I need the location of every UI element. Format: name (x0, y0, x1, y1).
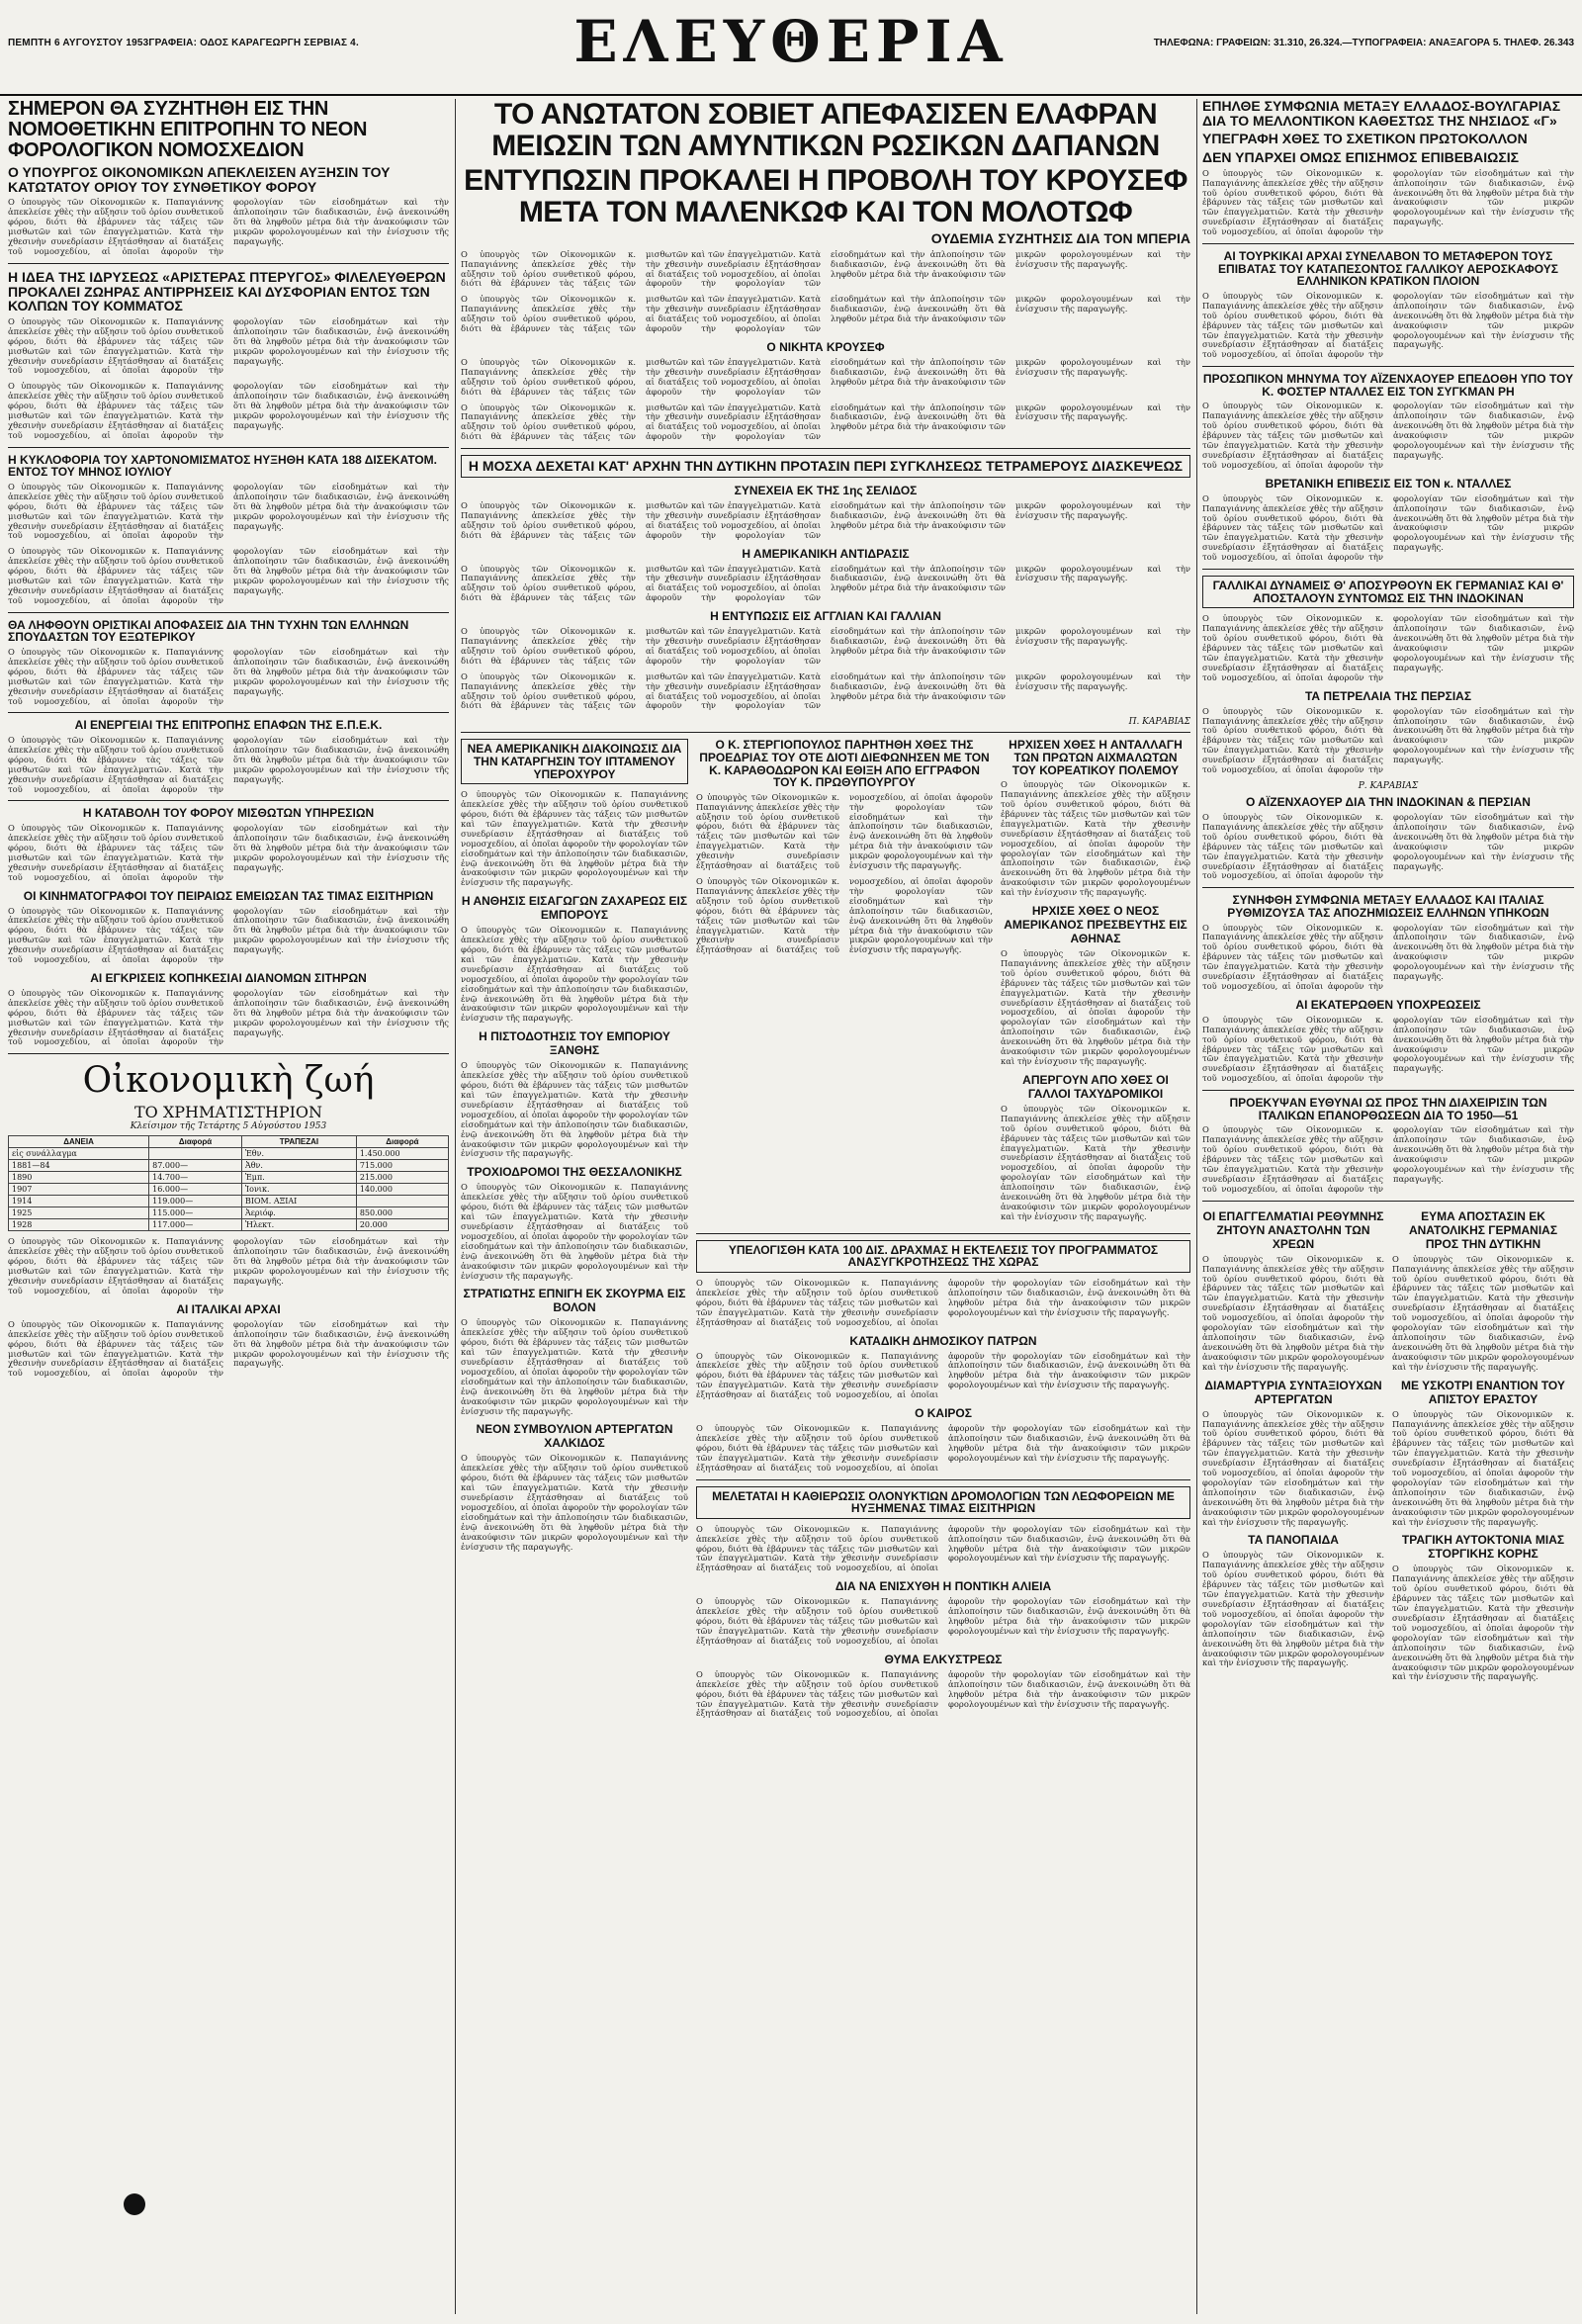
article-body: Ο ὑπουργὸς τῶν Οἰκονομικῶν κ. Παπαγιάννης ἀπεκλείσε χθὲς τὴν αὔξησιν τοῦ ὀρίου συνθετικοῦ φόρου, διότι θὰ ἐβάρυνεν τὰς τάξεις τῶν μισθωτῶν καὶ τῶν ἐπαγγελματιῶν. Κατὰ τὴν χθεσινὴν συνεδρίασιν ἐξητάσθησαν αἱ διατάξεις τοῦ νομοσχεδίου, αἱ ὁποῖαι ἀφοροῦν τὴν φορολογίαν τῶν εἰσοδημάτων καὶ τὴν ἀπλοποίησιν τῶν διαδικασιῶν, ἐνῷ ἀνεκοινώθη ὅτι θὰ ληφθοῦν μέτρα διὰ τὴν ἀνακούφισιν τῶν μικρῶν φορολογουμένων καὶ τὴν ἐνίσχυσιν τῆς παραγωγῆς. (8, 197, 449, 256)
byline: Π. ΚΑΡΑΒΙΑΣ (1128, 717, 1190, 728)
article-body: Ο ὑπουργὸς τῶν Οἰκονομικῶν κ. Παπαγιάννης ἀπεκλείσε χθὲς τὴν αὔξησιν τοῦ ὀρίου συνθετικοῦ φόρου, διότι θὰ ἐβάρυνεν τὰς τάξεις τῶν μισθωτῶν καὶ τῶν ἐπαγγελματιῶν. Κατὰ τὴν χθεσινὴν συνεδρίασιν ἐξητάσθησαν αἱ διατάξεις τοῦ νομοσχεδίου, αἱ ὁποῖαι ἀφοροῦν τὴν φορολογίαν τῶν εἰσοδημάτων καὶ τὴν ἀπλοποίησιν τῶν διαδικασιῶν, ἐνῷ ἀνεκοινώθη ὅτι θὰ ληφθοῦν μέτρα διὰ τὴν ἀνακούφισιν τῶν μικρῶν φορολογουμένων καὶ τὴν ἐνίσχυσιν τῆς παραγωγῆς. (8, 823, 449, 882)
subheadline: ΔΙΑ ΝΑ ΕΝΙΣΧΥΘΗ Η ΠΟΝΤΙΚΗ ΑΛΙΕΙΑ (835, 1579, 1052, 1594)
article-body: Ο ὑπουργὸς τῶν Οἰκονομικῶν κ. Παπαγιάννης ἀπεκλείσε χθὲς τὴν αὔξησιν τοῦ ὀρίου συνθετικοῦ φόρου, διότι θὰ ἐβάρυνεν τὰς τάξεις τῶν μισθωτῶν καὶ τῶν ἐπαγγελματιῶν. Κατὰ τὴν χθεσινὴν συνεδρίασιν ἐξητάσθησαν αἱ διατάξεις τοῦ νομοσχεδίου, αἱ ὁποῖαι ἀφοροῦν τὴν φορολογίαν τῶν εἰσοδημάτων καὶ τὴν ἀπλοποίησιν τῶν διαδικασιῶν, ἐνῷ ἀνεκοινώθη ὅτι θὰ ληφθοῦν μέτρα διὰ τὴν ἀνακούφισιν τῶν μικρῶν φορολογουμένων καὶ τὴν ἐνίσχυσιν τῆς παραγωγῆς. (696, 1350, 1190, 1400)
column-divider (455, 99, 456, 2314)
subheadline: ΔΕΝ ΥΠΑΡΧΕΙ ΟΜΩΣ ΕΠΙΣΗΜΟΣ ΕΠΙΒΕΒΑΙΩΣΙΣ (1202, 149, 1520, 166)
headline: ΣΥΝΗΦΘΗ ΣΥΜΦΩΝΙΑ ΜΕΤΑΞΥ ΕΛΛΑΔΟΣ ΚΑΙ ΙΤΑΛΙΑΣ ΡΥΘΜΙΖΟΥΣΑ ΤΑΣ ΑΠΟΖΗΜΙΩΣΕΙΣ ΕΛΛΗΝΩΝ ΥΠΗΚΟΩΝ (1227, 893, 1549, 920)
article-body: Ο ὑπουργὸς τῶν Οἰκονομικῶν κ. Παπαγιάννης ἀπεκλείσε χθὲς τὴν αὔξησιν τοῦ ὀρίου συνθετικοῦ φόρου, διότι θὰ ἐβάρυνεν τὰς τάξεις τῶν μισθωτῶν καὶ τῶν ἐπαγγελματιῶν. Κατὰ τὴν χθεσινὴν συνεδρίασιν ἐξητάσθησαν αἱ διατάξεις τοῦ νομοσχεδίου, αἱ ὁποῖαι ἀφοροῦν τὴν φορολογίαν τῶν εἰσοδημάτων καὶ τὴν ἀπλοποίησιν τῶν διαδικασιῶν, ἐνῷ ἀνεκοινώθη ὅτι θὰ ληφθοῦν μέτρα διὰ τὴν ἀνακούφισιν τῶν μικρῶν φορολογουμένων καὶ τὴν ἐνίσχυσιν τῆς παραγωγῆς. (461, 626, 1190, 666)
article-body: Ο ὑπουργὸς τῶν Οἰκονομικῶν κ. Παπαγιάννης ἀπεκλείσε χθὲς τὴν αὔξησιν τοῦ ὀρίου συνθετικοῦ φόρου, διότι θὰ ἐβάρυνεν τὰς τάξεις τῶν μισθωτῶν καὶ τῶν ἐπαγγελματιῶν. Κατὰ τὴν χθεσινὴν συνεδρίασιν ἐξητάσθησαν αἱ διατάξεις τοῦ νομοσχεδίου, αἱ ὁποῖαι ἀφοροῦν τὴν φορολογίαν τῶν εἰσοδημάτων καὶ τὴν ἀπλοποίησιν τῶν διαδικασιῶν, ἐνῷ ἀνεκοινώθη ὅτι θὰ ληφθοῦν μέτρα διὰ τὴν ἀνακούφισιν τῶν μικρῶν φορολογουμένων καὶ τὴν ἐνίσχυσιν τῆς παραγωγῆς. (461, 294, 1190, 334)
headline: Η ΚΥΚΛΟΦΟΡΙΑ ΤΟΥ ΧΑΡΤΟΝΟΜΙΣΜΑΤΟΣ ΗΥΞΗΘΗ ΚΑΤΑ 188 ΔΙΣΕΚΑΤΟΜ. ΕΝΤΟΣ ΤΟΥ ΜΗΝΟΣ ΙΟΥΛΙΟΥ (8, 452, 437, 480)
article-body: Ο ὑπουργὸς τῶν Οἰκονομικῶν κ. Παπαγιάννης ἀπεκλείσε χθὲς τὴν αὔξησιν τοῦ ὀρίου συνθετικοῦ φόρου, διότι θὰ ἐβάρυνεν τὰς τάξεις τῶν μισθωτῶν καὶ τῶν ἐπαγγελματιῶν. Κατὰ τὴν χθεσινὴν συνεδρίασιν ἐξητάσθησαν αἱ διατάξεις τοῦ νομοσχεδίου, αἱ ὁποῖαι ἀφοροῦν τὴν φορολογίαν τῶν εἰσοδημάτων καὶ τὴν ἀπλοποίησιν τῶν διαδικασιῶν, ἐνῷ ἀνεκοινώθη ὅτι θὰ ληφθοῦν μέτρα διὰ τὴν ἀνακούφισιν τῶν μικρῶν φορολογουμένων καὶ τὴν ἐνίσχυσιν τῆς παραγωγῆς. (461, 1182, 688, 1281)
subheadline: ΑΙ ΕΓΚΡΙΣΕΙΣ ΚΟΠΗΚΕΣΙΑΙ ΔΙΑΝΟΜΩΝ ΣΙΤΗΡΩΝ (90, 970, 367, 985)
headline: ΕΠΗΛΘΕ ΣΥΜΦΩΝΙΑ ΜΕΤΑΞΥ ΕΛΛΑΔΟΣ-ΒΟΥΛΓΑΡΙΑΣ ΔΙΑ ΤΟ ΜΕΛΛΟΝΤΙΚΟΝ ΚΑΘΕΣΤΩΣ ΤΗΣ ΝΗΣΙΔΟΣ «Γ» (1202, 99, 1561, 129)
subheadline: ΤΡΑΓΙΚΗ ΑΥΤΟΚΤΟΝΙΑ ΜΙΑΣ ΣΤΟΡΓΙΚΗΣ ΚΟΡΗΣ (1401, 1533, 1565, 1562)
article-body: Ο ὑπουργὸς τῶν Οἰκονομικῶν κ. Παπαγιάννης ἀπεκλείσε χθὲς τὴν αὔξησιν τοῦ ὀρίου συνθετικοῦ φόρου, διότι θὰ ἐβάρυνεν τὰς τάξεις τῶν μισθωτῶν καὶ τῶν ἐπαγγελματιῶν. Κατὰ τὴν χθεσινὴν συνεδρίασιν ἐξητάσθησαν αἱ διατάξεις τοῦ νομοσχεδίου, αἱ ὁποῖαι ἀφοροῦν τὴν φορολογίαν τῶν εἰσοδημάτων καὶ τὴν ἀπλοποίησιν τῶν διαδικασιῶν, ἐνῷ ἀνεκοινώθη ὅτι θὰ ληφθοῦν μέτρα διὰ τὴν ἀνακούφισιν τῶν μικρῶν φορολογουμένων καὶ τὴν ἐνίσχυσιν τῆς παραγωγῆς. (696, 1523, 1190, 1573)
article-body: Ο ὑπουργὸς τῶν Οἰκονομικῶν κ. Παπαγιάννης ἀπεκλείσε χθὲς τὴν αὔξησιν τοῦ ὀρίου συνθετικοῦ φόρου, διότι θὰ ἐβάρυνεν τὰς τάξεις τῶν μισθωτῶν καὶ τῶν ἐπαγγελματιῶν. Κατὰ τὴν χθεσινὴν συνεδρίασιν ἐξητάσθησαν αἱ διατάξεις τοῦ νομοσχεδίου, αἱ ὁποῖαι ἀφοροῦν τὴν φορολογίαν τῶν εἰσοδημάτων καὶ τὴν ἀπλοποίησιν τῶν διαδικασιῶν, ἐνῷ ἀνεκοινώθη ὅτι θὰ ληφθοῦν μέτρα διὰ τὴν ἀνακούφισιν τῶν μικρῶν φορολογουμένων καὶ τὴν ἐνίσχυσιν τῆς παραγωγῆς. (8, 481, 449, 541)
table-row: 1907 16.000— Ἰονικ. 140.000 (9, 1184, 449, 1196)
article-body: Ο ὑπουργὸς τῶν Οἰκονομικῶν κ. Παπαγιάννης ἀπεκλείσε χθὲς τὴν αὔξησιν τοῦ ὀρίου συνθετικοῦ φόρου, διότι θὰ ἐβάρυνεν τὰς τάξεις τῶν μισθωτῶν καὶ τῶν ἐπαγγελματιῶν. Κατὰ τὴν χθεσινὴν συνεδρίασιν ἐξητάσθησαν αἱ διατάξεις τοῦ νομοσχεδίου, αἱ ὁποῖαι ἀφοροῦν τὴν φορολογίαν τῶν εἰσοδημάτων καὶ τὴν ἀπλοποίησιν τῶν διαδικασιῶν, ἐνῷ ἀνεκοινώθη ὅτι θὰ ληφθοῦν μέτρα διὰ τὴν ἀνακούφισιν τῶν μικρῶν φορολογουμένων καὶ τὴν ἐνίσχυσιν τῆς παραγωγῆς. (1202, 1550, 1384, 1668)
subheadline: ΚΑΤΑΔΙΚΗ ΔΗΜΟΣΙΚΟΥ ΠΑΤΡΩΝ (849, 1333, 1037, 1348)
article-body: Ο ὑπουργὸς τῶν Οἰκονομικῶν κ. Παπαγιάννης ἀπεκλείσε χθὲς τὴν αὔξησιν τοῦ ὀρίου συνθετικοῦ φόρου, διότι θὰ ἐβάρυνεν τὰς τάξεις τῶν μισθωτῶν καὶ τῶν ἐπαγγελματιῶν. Κατὰ τὴν χθεσινὴν συνεδρίασιν ἐξητάσθησαν αἱ διατάξεις τοῦ νομοσχεδίου, αἱ ὁποῖαι ἀφοροῦν τὴν φορολογίαν τῶν εἰσοδημάτων καὶ τὴν ἀπλοποίησιν τῶν διαδικασιῶν, ἐνῷ ἀνεκοινώθη ὅτι θὰ ληφθοῦν μέτρα διὰ τὴν ἀνακούφισιν τῶν μικρῶν φορολογουμένων καὶ τὴν ἐνίσχυσιν τῆς παραγωγῆς. (461, 1060, 688, 1159)
headline: ΣΗΜΕΡΟΝ ΘΑ ΣΥΖΗΤΗΘΗ ΕΙΣ ΤΗΝ ΝΟΜΟΘΕΤΙΚΗΝ ΕΠΙΤΡΟΠΗΝ ΤΟ ΝΕΟΝ ΦΟΡΟΛΟΓΙΚΟΝ ΝΟΜΟΣΧΕΔΙΟΝ (8, 99, 368, 161)
subheadline: ΣΤΡΑΤΙΩΤΗΣ ΕΠΝΙΓΗ ΕΚ ΣΚΟΥΡΜΑ ΕΙΣ ΒΟΛΟΝ (463, 1287, 686, 1315)
subheadline: Η ΠΙΣΤΟΔΟΤΗΣΙΣ ΤΟΥ ΕΜΠΟΡΙΟΥ ΞΑΝΘΗΣ (479, 1029, 670, 1058)
article-body: Ο ὑπουργὸς τῶν Οἰκονομικῶν κ. Παπαγιάννης ἀπεκλείσε χθὲς τὴν αὔξησιν τοῦ ὀρίου συνθετικοῦ φόρου, διότι θὰ ἐβάρυνεν τὰς τάξεις τῶν μισθωτῶν καὶ τῶν ἐπαγγελματιῶν. Κατὰ τὴν χθεσινὴν συνεδρίασιν ἐξητάσθησαν αἱ διατάξεις τοῦ νομοσχεδίου, αἱ ὁποῖαι ἀφοροῦν τὴν φορολογίαν τῶν εἰσοδημάτων καὶ τὴν ἀπλοποίησιν τῶν διαδικασιῶν, ἐνῷ ἀνεκοινώθη ὅτι θὰ ληφθοῦν μέτρα διὰ τὴν ἀνακούφισιν τῶν μικρῶν φορολογουμένων καὶ τὴν ἐνίσχυσιν τῆς παραγωγῆς. (461, 499, 1190, 540)
article-body: Ο ὑπουργὸς τῶν Οἰκονομικῶν κ. Παπαγιάννης ἀπεκλείσε χθὲς τὴν αὔξησιν τοῦ ὀρίου συνθετικοῦ φόρου, διότι θὰ ἐβάρυνεν τὰς τάξεις τῶν μισθωτῶν καὶ τῶν ἐπαγγελματιῶν. Κατὰ τὴν χθεσινὴν συνεδρίασιν ἐξητάσθησαν αἱ διατάξεις τοῦ νομοσχεδίου, αἱ ὁποῖαι ἀφοροῦν τὴν φορολογίαν τῶν εἰσοδημάτων καὶ τὴν ἀπλοποίησιν τῶν διαδικασιῶν, ἐνῷ ἀνεκοινώθη ὅτι θὰ ληφθοῦν μέτρα διὰ τὴν ἀνακούφισιν τῶν μικρῶν φορολογουμένων καὶ τὴν ἐνίσχυσιν τῆς παραγωγῆς. (696, 1596, 1190, 1646)
stock-table (8, 1135, 449, 1231)
table-row: 1914 119.000— ΒΙΟΜ. ΑΞΙΑΙ (9, 1196, 449, 1207)
headline: ΠΡΟΣΩΠΙΚΟΝ ΜΗΝΥΜΑ ΤΟΥ ΑΪΖΕΝΧΑΟΥΕΡ ΕΠΕΔΟΘΗ ΥΠΟ ΤΟΥ Κ. ΦΟΣΤΕΡ ΝΤΑΛΛΕΣ ΕΙΣ ΤΟΝ ΣΥΓΚΜΑΝ ΡΗ (1202, 372, 1574, 399)
subheadline: ΒΡΕΤΑΝΙΚΗ ΕΠΙΒΕΣΙΣ ΕΙΣ ΤΟΝ κ. ΝΤΑΛΛΕΣ (1265, 476, 1512, 491)
article-body: Ο ὑπουργὸς τῶν Οἰκονομικῶν κ. Παπαγιάννης ἀπεκλείσε χθὲς τὴν αὔξησιν τοῦ ὀρίου συνθετικοῦ φόρου, διότι θὰ ἐβάρυνεν τὰς τάξεις τῶν μισθωτῶν καὶ τῶν ἐπαγγελματιῶν. Κατὰ τὴν χθεσινὴν συνεδρίασιν ἐξητάσθησαν αἱ διατάξεις τοῦ νομοσχεδίου, αἱ ὁποῖαι ἀφοροῦν τὴν φορολογίαν τῶν εἰσοδημάτων καὶ τὴν ἀπλοποίησιν τῶν διαδικασιῶν, ἐνῷ ἀνεκοινώθη ὅτι θὰ ληφθοῦν μέτρα διὰ τὴν ἀνακούφισιν τῶν μικρῶν φορολογουμένων καὶ τὴν ἐνίσχυσιν τῆς παραγωγῆς. (1392, 1564, 1574, 1682)
table-header: Διαφορά (149, 1136, 242, 1148)
article-body: Ο ὑπουργὸς τῶν Οἰκονομικῶν κ. Παπαγιάννης ἀπεκλείσε χθὲς τὴν αὔξησιν τοῦ ὀρίου συνθετικοῦ φόρου, διότι θὰ ἐβάρυνεν τὰς τάξεις τῶν μισθωτῶν καὶ τῶν ἐπαγγελματιῶν. Κατὰ τὴν χθεσινὴν συνεδρίασιν ἐξητάσθησαν αἱ διατάξεις τοῦ νομοσχεδίου, αἱ ὁποῖαι ἀφοροῦν τὴν φορολογίαν τῶν εἰσοδημάτων καὶ τὴν ἀπλοποίησιν τῶν διαδικασιῶν, ἐνῷ ἀνεκοινώθη ὅτι θὰ ληφθοῦν μέτρα διὰ τὴν ἀνακούφισιν τῶν μικρῶν φορολογουμένων καὶ τὴν ἐνίσχυσιν τῆς παραγωγῆς. (8, 381, 449, 440)
headline: ΓΑΛΛΙΚΑΙ ΔΥΝΑΜΕΙΣ Θ' ΑΠΟΣΥΡΘΟΥΝ ΕΚ ΓΕΡΜΑΝΙΑΣ ΚΑΙ Θ' ΑΠΟΣΤΑΛΟΥΝ ΣΥΝΤΟΜΩΣ ΕΙΣ ΤΗΝ ΙΝΔΟΚΙΝΑΝ (1202, 576, 1574, 608)
banner-headline: Η ΜΟΣΧΑ ΔΕΧΕΤΑΙ ΚΑΤ' ΑΡΧΗΝ ΤΗΝ ΔΥΤΙΚΗΝ ΠΡΟΤΑΣΙΝ ΠΕΡΙ ΣΥΓΚΛΗΣΕΩΣ ΤΕΤΡΑΜΕΡΟΥΣ ΔΙΑΣΚΕΨΕΩΣ (461, 455, 1190, 478)
article-body: Ο ὑπουργὸς τῶν Οἰκονομικῶν κ. Παπαγιάννης ἀπεκλείσε χθὲς τὴν αὔξησιν τοῦ ὀρίου συνθετικοῦ φόρου, διότι θὰ ἐβάρυνεν τὰς τάξεις τῶν μισθωτῶν καὶ τῶν ἐπαγγελματιῶν. Κατὰ τὴν χθεσινὴν συνεδρίασιν ἐξητάσθησαν αἱ διατάξεις τοῦ νομοσχεδίου, αἱ ὁποῖαι ἀφοροῦν τὴν φορολογίαν τῶν εἰσοδημάτων καὶ τὴν ἀπλοποίησιν τῶν διαδικασιῶν, ἐνῷ ἀνεκοινώθη ὅτι θὰ ληφθοῦν μέτρα διὰ τὴν ἀνακούφισιν τῶν μικρῶν φορολογουμένων καὶ τὴν ἐνίσχυσιν τῆς παραγωγῆς. (1202, 290, 1574, 360)
subheadline: ΗΡΧΙΣΕ ΧΘΕΣ Ο ΝΕΟΣ ΑΜΕΡΙΚΑΝΟΣ ΠΡΕΣΒΕΥΤΗΣ ΕΙΣ ΑΘΗΝΑΣ (1004, 904, 1187, 946)
article-body: Ο ὑπουργὸς τῶν Οἰκονομικῶν κ. Παπαγιάννης ἀπεκλείσε χθὲς τὴν αὔξησιν τοῦ ὀρίου συνθετικοῦ φόρου, διότι θὰ ἐβάρυνεν τὰς τάξεις τῶν μισθωτῶν καὶ τῶν ἐπαγγελματιῶν. Κατὰ τὴν χθεσινὴν συνεδρίασιν ἐξητάσθησαν αἱ διατάξεις τοῦ νομοσχεδίου, αἱ ὁποῖαι ἀφοροῦν τὴν φορολογίαν τῶν εἰσοδημάτων καὶ τὴν ἀπλοποίησιν τῶν διαδικασιῶν, ἐνῷ ἀνεκοινώθη ὅτι θὰ ληφθοῦν μέτρα διὰ τὴν ἀνακούφισιν τῶν μικρῶν φορολογουμένων καὶ τὴν ἐνίσχυσιν τῆς παραγωγῆς. (8, 905, 449, 965)
table-row: 1928 117.000— Ἠλεκτ. 20.000 (9, 1219, 449, 1231)
subheadline: Ο ΑΪΖΕΝΧΑΟΥΕΡ ΔΙΑ ΤΗΝ ΙΝΔΟΚΙΝΑΝ & ΠΕΡΣΙΑΝ (1246, 794, 1531, 809)
article-body: Ο ὑπουργὸς τῶν Οἰκονομικῶν κ. Παπαγιάννης ἀπεκλείσε χθὲς τὴν αὔξησιν τοῦ ὀρίου συνθετικοῦ φόρου, διότι θὰ ἐβάρυνεν τὰς τάξεις τῶν μισθωτῶν καὶ τῶν ἐπαγγελματιῶν. Κατὰ τὴν χθεσινὴν συνεδρίασιν ἐξητάσθησαν αἱ διατάξεις τοῦ νομοσχεδίου, αἱ ὁποῖαι ἀφοροῦν τὴν φορολογίαν τῶν εἰσοδημάτων καὶ τὴν ἀπλοποίησιν τῶν διαδικασιῶν, ἐνῷ ἀνεκοινώθη ὅτι θὰ ληφθοῦν μέτρα διὰ τὴν ἀνακούφισιν τῶν μικρῶν φορολογουμένων καὶ τὴν ἐνίσχυσιν τῆς παραγωγῆς. (461, 402, 1190, 442)
section-date: Κλείσιμον τῆς Τετάρτης 5 Αὐγούστου 1953 (130, 1121, 327, 1132)
subheadline: ΔΙΑΜΑΡΤΥΡΙΑ ΣΥΝΤΑΞΙΟΥΧΩΝ ΑΡΤΕΡΓΑΤΩΝ (1204, 1378, 1382, 1406)
section-subtitle: ΤΟ ΧΡΗΜΑΤΙΣΤΗΡΙΟΝ (133, 1103, 323, 1122)
subheadline: ΟΙ ΚΙΝΗΜΑΤΟΓΡΑΦΟΙ ΤΟΥ ΠΕΙΡΑΙΩΣ ΕΜΕΙΩΣΑΝ ΤΑΣ ΤΙΜΑΣ ΕΙΣΙΤΗΡΙΩΝ (23, 888, 434, 903)
article-body: Ο ὑπουργὸς τῶν Οἰκονομικῶν κ. Παπαγιάννης ἀπεκλείσε χθὲς τὴν αὔξησιν τοῦ ὀρίου συνθετικοῦ φόρου, διότι θὰ ἐβάρυνεν τὰς τάξεις τῶν μισθωτῶν καὶ τῶν ἐπαγγελματιῶν. Κατὰ τὴν χθεσινὴν συνεδρίασιν ἐξητάσθησαν αἱ διατάξεις τοῦ νομοσχεδίου, αἱ ὁποῖαι ἀφοροῦν τὴν φορολογίαν τῶν εἰσοδημάτων καὶ τὴν ἀπλοποίησιν τῶν διαδικασιῶν, ἐνῷ ἀνεκοινώθη ὅτι θὰ ληφθοῦν μέτρα διὰ τὴν ἀνακούφισιν τῶν μικρῶν φορολογουμένων καὶ τὴν ἐνίσχυσιν τῆς παραγωγῆς. (1202, 1124, 1574, 1194)
headline: ΜΕΛΕΤΑΤΑΙ Η ΚΑΘΙΕΡΩΣΙΣ ΟΛΟΝΥΚΤΙΩΝ ΔΡΟΜΟΛΟΓΙΩΝ ΤΩΝ ΛΕΩΦΟΡΕΙΩΝ ΜΕ ΗΥΞΗΜΕΝΑΣ ΤΙΜΑΣ ΕΙΣΙΤΗΡΙΩΝ (696, 1486, 1190, 1519)
article-body: Ο ὑπουργὸς τῶν Οἰκονομικῶν κ. Παπαγιάννης ἀπεκλείσε χθὲς τὴν αὔξησιν τοῦ ὀρίου συνθετικοῦ φόρου, διότι θὰ ἐβάρυνεν τὰς τάξεις τῶν μισθωτῶν καὶ τῶν ἐπαγγελματιῶν. Κατὰ τὴν χθεσινὴν συνεδρίασιν ἐξητάσθησαν αἱ διατάξεις τοῦ νομοσχεδίου, αἱ ὁποῖαι ἀφοροῦν τὴν φορολογίαν τῶν εἰσοδημάτων καὶ τὴν ἀπλοποίησιν τῶν διαδικασιῶν, ἐνῷ ἀνεκοινώθη ὅτι θὰ ληφθοῦν μέτρα διὰ τὴν ἀνακούφισιν τῶν μικρῶν φορολογουμένων καὶ τὴν ἐνίσχυσιν τῆς παραγωγῆς. (1202, 705, 1574, 775)
subheadline: ΜΕ ΥΣΚΟΤΡΙ ΕΝΑΝΤΙΟΝ ΤΟΥ ΑΠΙΣΤΟΥ ΕΡΑΣΤΟΥ (1401, 1378, 1565, 1406)
article-body: Ο ὑπουργὸς τῶν Οἰκονομικῶν κ. Παπαγιάννης ἀπεκλείσε χθὲς τὴν αὔξησιν τοῦ ὀρίου συνθετικοῦ φόρου, διότι θὰ ἐβάρυνεν τὰς τάξεις τῶν μισθωτῶν καὶ τῶν ἐπαγγελματιῶν. Κατὰ τὴν χθεσινὴν συνεδρίασιν ἐξητάσθησαν αἱ διατάξεις τοῦ νομοσχεδίου, αἱ ὁποῖαι ἀφοροῦν τὴν φορολογίαν τῶν εἰσοδημάτων καὶ τὴν ἀπλοποίησιν τῶν διαδικασιῶν, ἐνῷ ἀνεκοινώθη ὅτι θὰ ληφθοῦν μέτρα διὰ τὴν ἀνακούφισιν τῶν μικρῶν φορολογουμένων καὶ τὴν ἐνίσχυσιν τῆς παραγωγῆς. (461, 356, 1190, 397)
subheadline: ΑΙ ΕΚΑΤΕΡΩΘΕΝ ΥΠΟΧΡΕΩΣΕΙΣ (1295, 997, 1481, 1012)
article-body: Ο ὑπουργὸς τῶν Οἰκονομικῶν κ. Παπαγιάννης ἀπεκλείσε χθὲς τὴν αὔξησιν τοῦ ὀρίου συνθετικοῦ φόρου, διότι θὰ ἐβάρυνεν τὰς τάξεις τῶν μισθωτῶν καὶ τῶν ἐπαγγελματιῶν. Κατὰ τὴν χθεσινὴν συνεδρίασιν ἐξητάσθησαν αἱ διατάξεις τοῦ νομοσχεδίου, αἱ ὁποῖαι ἀφοροῦν τὴν φορολογίαν τῶν εἰσοδημάτων καὶ τὴν ἀπλοποίησιν τῶν διαδικασιῶν, ἐνῷ ἀνεκοινώθη ὅτι θὰ ληφθοῦν μέτρα διὰ τὴν ἀνακούφισιν τῶν μικρῶν φορολογουμένων καὶ τὴν ἐνίσχυσιν τῆς παραγωγῆς. (1001, 948, 1190, 1066)
subheadline: ΤΑ ΠΕΤΡΕΛΑΙΑ ΤΗΣ ΠΕΡΣΙΑΣ (1304, 688, 1472, 703)
main-headline: ΤΟ ΑΝΩΤΑΤΟΝ ΣΟΒΙΕΤ ΑΠΕΦΑΣΙΣΕΝ ΕΛΑΦΡΑΝ ΜΕΙΩΣΙΝ ΤΩΝ ΑΜΥΝΤΙΚΩΝ ΡΩΣΙΚΩΝ ΔΑΠΑΝΩΝ (491, 99, 1160, 162)
article-body: Ο ὑπουργὸς τῶν Οἰκονομικῶν κ. Παπαγιάννης ἀπεκλείσε χθὲς τὴν αὔξησιν τοῦ ὀρίου συνθετικοῦ φόρου, διότι θὰ ἐβάρυνεν τὰς τάξεις τῶν μισθωτῶν καὶ τῶν ἐπαγγελματιῶν. Κατὰ τὴν χθεσινὴν συνεδρίασιν ἐξητάσθησαν αἱ διατάξεις τοῦ νομοσχεδίου, αἱ ὁποῖαι ἀφοροῦν τὴν φορολογίαν τῶν εἰσοδημάτων καὶ τὴν ἀπλοποίησιν τῶν διαδικασιῶν, ἐνῷ ἀνεκοινώθη ὅτι θὰ ληφθοῦν μέτρα διὰ τὴν ἀνακούφισιν τῶν μικρῶν φορολογουμένων καὶ τὴν ἐνίσχυσιν τῆς παραγωγῆς. (696, 791, 993, 871)
article-body: Ο ὑπουργὸς τῶν Οἰκονομικῶν κ. Παπαγιάννης ἀπεκλείσε χθὲς τὴν αὔξησιν τοῦ ὀρίου συνθετικοῦ φόρου, διότι θὰ ἐβάρυνεν τὰς τάξεις τῶν μισθωτῶν καὶ τῶν ἐπαγγελματιῶν. Κατὰ τὴν χθεσινὴν συνεδρίασιν ἐξητάσθησαν αἱ διατάξεις τοῦ νομοσχεδίου, αἱ ὁποῖαι ἀφοροῦν τὴν φορολογίαν τῶν εἰσοδημάτων καὶ τὴν ἀπλοποίησιν τῶν διαδικασιῶν, ἐνῷ ἀνεκοινώθη ὅτι θὰ ληφθοῦν μέτρα διὰ τὴν ἀνακούφισιν τῶν μικρῶν φορολογουμένων καὶ τὴν ἐνίσχυσιν τῆς παραγωγῆς. (461, 925, 688, 1024)
section-title: Οἰκονομικὴ ζωή (82, 1060, 375, 1102)
subheadline: Η ΑΝΘΗΣΙΣ ΕΙΣΑΓΩΓΩΝ ΖΑΧΑΡΕΩΣ ΕΙΣ ΕΜΠΟΡΟΥΣ (461, 894, 688, 923)
subheadline: ΑΠΕΡΓΟΥΝ ΑΠΟ ΧΘΕΣ ΟΙ ΓΑΛΛΟΙ ΤΑΧΥΔΡΟΜΙΚΟΙ (1022, 1072, 1169, 1101)
article-body: Ο ὑπουργὸς τῶν Οἰκονομικῶν κ. Παπαγιάννης ἀπεκλείσε χθὲς τὴν αὔξησιν τοῦ ὀρίου συνθετικοῦ φόρου, διότι θὰ ἐβάρυνεν τὰς τάξεις τῶν μισθωτῶν καὶ τῶν ἐπαγγελματιῶν. Κατὰ τὴν χθεσινὴν συνεδρίασιν ἐξητάσθησαν αἱ διατάξεις τοῦ νομοσχεδίου, αἱ ὁποῖαι ἀφοροῦν τὴν φορολογίαν τῶν εἰσοδημάτων καὶ τὴν ἀπλοποίησιν τῶν διαδικασιῶν, ἐνῷ ἀνεκοινώθη ὅτι θὰ ληφθοῦν μέτρα διὰ τὴν ἀνακούφισιν τῶν μικρῶν φορολογουμένων καὶ τὴν ἐνίσχυσιν τῆς παραγωγῆς. (8, 1236, 449, 1296)
article-body: Ο ὑπουργὸς τῶν Οἰκονομικῶν κ. Παπαγιάννης ἀπεκλείσε χθὲς τὴν αὔξησιν τοῦ ὀρίου συνθετικοῦ φόρου, διότι θὰ ἐβάρυνεν τὰς τάξεις τῶν μισθωτῶν καὶ τῶν ἐπαγγελματιῶν. Κατὰ τὴν χθεσινὴν συνεδρίασιν ἐξητάσθησαν αἱ διατάξεις τοῦ νομοσχεδίου, αἱ ὁποῖαι ἀφοροῦν τὴν φορολογίαν τῶν εἰσοδημάτων καὶ τὴν ἀπλοποίησιν τῶν διαδικασιῶν, ἐνῷ ἀνεκοινώθη ὅτι θὰ ληφθοῦν μέτρα διὰ τὴν ἀνακούφισιν τῶν μικρῶν φορολογουμένων καὶ τὴν ἐνίσχυσιν τῆς παραγωγῆς. (696, 1668, 1190, 1719)
article-body: Ο ὑπουργὸς τῶν Οἰκονομικῶν κ. Παπαγιάννης ἀπεκλείσε χθὲς τὴν αὔξησιν τοῦ ὀρίου συνθετικοῦ φόρου, διότι θὰ ἐβάρυνεν τὰς τάξεις τῶν μισθωτῶν καὶ τῶν ἐπαγγελματιῶν. Κατὰ τὴν χθεσινὴν συνεδρίασιν ἐξητάσθησαν αἱ διατάξεις τοῦ νομοσχεδίου, αἱ ὁποῖαι ἀφοροῦν τὴν φορολογίαν τῶν εἰσοδημάτων καὶ τὴν ἀπλοποίησιν τῶν διαδικασιῶν, ἐνῷ ἀνεκοινώθη ὅτι θὰ ληφθοῦν μέτρα διὰ τὴν ἀνακούφισιν τῶν μικρῶν φορολογουμένων καὶ τὴν ἐνίσχυσιν τῆς παραγωγῆς. (1392, 1253, 1574, 1372)
article-body: Ο ὑπουργὸς τῶν Οἰκονομικῶν κ. Παπαγιάννης ἀπεκλείσε χθὲς τὴν αὔξησιν τοῦ ὀρίου συνθετικοῦ φόρου, διότι θὰ ἐβάρυνεν τὰς τάξεις τῶν μισθωτῶν καὶ τῶν ἐπαγγελματιῶν. Κατὰ τὴν χθεσινὴν συνεδρίασιν ἐξητάσθησαν αἱ διατάξεις τοῦ νομοσχεδίου, αἱ ὁποῖαι ἀφοροῦν τὴν φορολογίαν τῶν εἰσοδημάτων καὶ τὴν ἀπλοποίησιν τῶν διαδικασιῶν, ἐνῷ ἀνεκοινώθη ὅτι θὰ ληφθοῦν μέτρα διὰ τὴν ἀνακούφισιν τῶν μικρῶν φορολογουμένων καὶ τὴν ἐνίσχυσιν τῆς παραγωγῆς. (696, 876, 993, 955)
headline: Η ΚΑΤΑΒΟΛΗ ΤΟΥ ΦΟΡΟΥ ΜΙΣΘΩΤΩΝ ΥΠΗΡΕΣΙΩΝ (82, 806, 375, 821)
left-column (8, 99, 449, 2314)
headline: ΝΕΑ ΑΜΕΡΙΚΑΝΙΚΗ ΔΙΑΚΟΙΝΩΣΙΣ ΔΙΑ ΤΗΝ ΚΑΤΑΡΓΗΣΙΝ ΤΟΥ ΙΠΤΑΜΕΝΟΥ ΥΠΕΡΟΧΥΡΟΥ (461, 739, 688, 784)
subheadline: ΣΥΝΕΧΕΙΑ ΕΚ ΤΗΣ 1ης ΣΕΛΙΔΟΣ (734, 483, 918, 497)
table-header: Διαφορά (356, 1136, 448, 1148)
article-body: Ο ὑπουργὸς τῶν Οἰκονομικῶν κ. Παπαγιάννης ἀπεκλείσε χθὲς τὴν αὔξησιν τοῦ ὀρίου συνθετικοῦ φόρου, διότι θὰ ἐβάρυνεν τὰς τάξεις τῶν μισθωτῶν καὶ τῶν ἐπαγγελματιῶν. Κατὰ τὴν χθεσινὴν συνεδρίασιν ἐξητάσθησαν αἱ διατάξεις τοῦ νομοσχεδίου, αἱ ὁποῖαι ἀφοροῦν τὴν φορολογίαν τῶν εἰσοδημάτων καὶ τὴν ἀπλοποίησιν τῶν διαδικασιῶν, ἐνῷ ἀνεκοινώθη ὅτι θὰ ληφθοῦν μέτρα διὰ τὴν ἀνακούφισιν τῶν μικρῶν φορολογουμένων καὶ τὴν ἐνίσχυσιν τῆς παραγωγῆς. (461, 670, 1190, 711)
subheadline: ΑΙ ΙΤΑΛΙΚΑΙ ΑΡΧΑΙ (176, 1301, 281, 1316)
masthead (0, 0, 1582, 96)
headline: ΑΙ ΕΝΕΡΓΕΙΑΙ ΤΗΣ ΕΠΙΤΡΟΠΗΣ ΕΠΑΦΩΝ ΤΗΣ Ε.Π.Ε.Κ. (74, 718, 383, 733)
ink-blot (124, 2193, 145, 2215)
headline: ΠΡΟΕΚΥΨΑΝ ΕΥΘΥΝΑΙ ΩΣ ΠΡΟΣ ΤΗΝ ΔΙΑΧΕΙΡΙΣΙΝ ΤΩΝ ΙΤΑΛΙΚΩΝ ΕΠΑΝΟΡΘΩΣΕΩΝ ΔΙΑ ΤΟ 1950—51 (1229, 1096, 1547, 1122)
headline: ΥΠΕΛΟΓΙΣΘΗ ΚΑΤΑ 100 ΔΙΣ. ΔΡΑΧΜΑΣ Η ΕΚΤΕΛΕΣΙΣ ΤΟΥ ΠΡΟΓΡΑΜΜΑΤΟΣ ΑΝΑΣΥΓΚΡΟΤΗΣΕΩΣ ΤΗΣ ΧΩΡΑΣ (696, 1240, 1190, 1273)
article-body: Ο ὑπουργὸς τῶν Οἰκονομικῶν κ. Παπαγιάννης ἀπεκλείσε χθὲς τὴν αὔξησιν τοῦ ὀρίου συνθετικοῦ φόρου, διότι θὰ ἐβάρυνεν τὰς τάξεις τῶν μισθωτῶν καὶ τῶν ἐπαγγελματιῶν. Κατὰ τὴν χθεσινὴν συνεδρίασιν ἐξητάσθησαν αἱ διατάξεις τοῦ νομοσχεδίου, αἱ ὁποῖαι ἀφοροῦν τὴν φορολογίαν τῶν εἰσοδημάτων καὶ τὴν ἀπλοποίησιν τῶν διαδικασιῶν, ἐνῷ ἀνεκοινώθη ὅτι θὰ ληφθοῦν μέτρα διὰ τὴν ἀνακούφισιν τῶν μικρῶν φορολογουμένων καὶ τὴν ἐνίσχυσιν τῆς παραγωγῆς. (1202, 167, 1574, 237)
article-body: Ο ὑπουργὸς τῶν Οἰκονομικῶν κ. Παπαγιάννης ἀπεκλείσε χθὲς τὴν αὔξησιν τοῦ ὀρίου συνθετικοῦ φόρου, διότι θὰ ἐβάρυνεν τὰς τάξεις τῶν μισθωτῶν καὶ τῶν ἐπαγγελματιῶν. Κατὰ τὴν χθεσινὴν συνεδρίασιν ἐξητάσθησαν αἱ διατάξεις τοῦ νομοσχεδίου, αἱ ὁποῖαι ἀφοροῦν τὴν φορολογίαν τῶν εἰσοδημάτων καὶ τὴν ἀπλοποίησιν τῶν διαδικασιῶν, ἐνῷ ἀνεκοινώθη ὅτι θὰ ληφθοῦν μέτρα διὰ τὴν ἀνακούφισιν τῶν μικρῶν φορολογουμένων καὶ τὴν ἐνίσχυσιν τῆς παραγωγῆς. (1202, 401, 1574, 470)
article-body: Ο ὑπουργὸς τῶν Οἰκονομικῶν κ. Παπαγιάννης ἀπεκλείσε χθὲς τὴν αὔξησιν τοῦ ὀρίου συνθετικοῦ φόρου, διότι θὰ ἐβάρυνεν τὰς τάξεις τῶν μισθωτῶν καὶ τῶν ἐπαγγελματιῶν. Κατὰ τὴν χθεσινὴν συνεδρίασιν ἐξητάσθησαν αἱ διατάξεις τοῦ νομοσχεδίου, αἱ ὁποῖαι ἀφοροῦν τὴν φορολογίαν τῶν εἰσοδημάτων καὶ τὴν ἀπλοποίησιν τῶν διαδικασιῶν, ἐνῷ ἀνεκοινώθη ὅτι θὰ ληφθοῦν μέτρα διὰ τὴν ἀνακούφισιν τῶν μικρῶν φορολογουμένων καὶ τὴν ἐνίσχυσιν τῆς παραγωγῆς. (8, 647, 449, 706)
headline: ΗΡΧΙΣΕΝ ΧΘΕΣ Η ΑΝΤΑΛΛΑΓΗ ΤΩΝ ΠΡΩΤΩΝ ΑΙΧΜΑΛΩΤΩΝ ΤΟΥ ΚΟΡΕΑΤΙΚΟΥ ΠΟΛΕΜΟΥ (1009, 738, 1183, 777)
subheadline: ΕΥΜΑ ΑΠΟΣΤΑΣΙΝ ΕΚ ΑΝΑΤΟΛΙΚΗΣ ΓΕΡΜΑΝΙΑΣ ΠΡΟΣ ΤΗΝ ΔΥΤΙΚΗΝ (1408, 1208, 1558, 1251)
main-headline-2: ΕΝΤΥΠΩΣΙΝ ΠΡΟΚΑΛΕΙ Η ΠΡΟΒΟΛΗ ΤΟΥ ΚΡΟΥΣΕΦ ΜΕΤΑ ΤΟΝ ΜΑΛΕΝΚΩΦ ΚΑΙ ΤΟΝ ΜΟΛΟΤΩΦ (464, 164, 1187, 228)
article-body: Ο ὑπουργὸς τῶν Οἰκονομικῶν κ. Παπαγιάννης ἀπεκλείσε χθὲς τὴν αὔξησιν τοῦ ὀρίου συνθετικοῦ φόρου, διότι θὰ ἐβάρυνεν τὰς τάξεις τῶν μισθωτῶν καὶ τῶν ἐπαγγελματιῶν. Κατὰ τὴν χθεσινὴν συνεδρίασιν ἐξητάσθησαν αἱ διατάξεις τοῦ νομοσχεδίου, αἱ ὁποῖαι ἀφοροῦν τὴν φορολογίαν τῶν εἰσοδημάτων καὶ τὴν ἀπλοποίησιν τῶν διαδικασιῶν, ἐνῷ ἀνεκοινώθη ὅτι θὰ ληφθοῦν μέτρα διὰ τὴν ἀνακούφισιν τῶν μικρῶν φορολογουμένων καὶ τὴν ἐνίσχυσιν τῆς παραγωγῆς. (461, 1317, 688, 1416)
article-body: Ο ὑπουργὸς τῶν Οἰκονομικῶν κ. Παπαγιάννης ἀπεκλείσε χθὲς τὴν αὔξησιν τοῦ ὀρίου συνθετικοῦ φόρου, διότι θὰ ἐβάρυνεν τὰς τάξεις τῶν μισθωτῶν καὶ τῶν ἐπαγγελματιῶν. Κατὰ τὴν χθεσινὴν συνεδρίασιν ἐξητάσθησαν αἱ διατάξεις τοῦ νομοσχεδίου, αἱ ὁποῖαι ἀφοροῦν τὴν φορολογίαν τῶν εἰσοδημάτων καὶ τὴν ἀπλοποίησιν τῶν διαδικασιῶν, ἐνῷ ἀνεκοινώθη ὅτι θὰ ληφθοῦν μέτρα διὰ τὴν ἀνακούφισιν τῶν μικρῶν φορολογουμένων καὶ τὴν ἐνίσχυσιν τῆς παραγωγῆς. (8, 987, 449, 1047)
article-body: Ο ὑπουργὸς τῶν Οἰκονομικῶν κ. Παπαγιάννης ἀπεκλείσε χθὲς τὴν αὔξησιν τοῦ ὀρίου συνθετικοῦ φόρου, διότι θὰ ἐβάρυνεν τὰς τάξεις τῶν μισθωτῶν καὶ τῶν ἐπαγγελματιῶν. Κατὰ τὴν χθεσινὴν συνεδρίασιν ἐξητάσθησαν αἱ διατάξεις τοῦ νομοσχεδίου, αἱ ὁποῖαι ἀφοροῦν τὴν φορολογίαν τῶν εἰσοδημάτων καὶ τὴν ἀπλοποίησιν τῶν διαδικασιῶν, ἐνῷ ἀνεκοινώθη ὅτι θὰ ληφθοῦν μέτρα διὰ τὴν ἀνακούφισιν τῶν μικρῶν φορολογουμένων καὶ τὴν ἐνίσχυσιν τῆς παραγωγῆς. (1202, 1253, 1384, 1372)
article-body: Ο ὑπουργὸς τῶν Οἰκονομικῶν κ. Παπαγιάννης ἀπεκλείσε χθὲς τὴν αὔξησιν τοῦ ὀρίου συνθετικοῦ φόρου, διότι θὰ ἐβάρυνεν τὰς τάξεις τῶν μισθωτῶν καὶ τῶν ἐπαγγελματιῶν. Κατὰ τὴν χθεσινὴν συνεδρίασιν ἐξητάσθησαν αἱ διατάξεις τοῦ νομοσχεδίου, αἱ ὁποῖαι ἀφοροῦν τὴν φορολογίαν τῶν εἰσοδημάτων καὶ τὴν ἀπλοποίησιν τῶν διαδικασιῶν, ἐνῷ ἀνεκοινώθη ὅτι θὰ ληφθοῦν μέτρα διὰ τὴν ἀνακούφισιν τῶν μικρῶν φορολογουμένων καὶ τὴν ἐνίσχυσιν τῆς παραγωγῆς. (1202, 922, 1574, 991)
newspaper-title: ΕΛΕΥΘΕΡΙΑ (573, 8, 1009, 75)
table-row: εἰς συνάλλαγμα Ἐθν. 1.450.000 (9, 1148, 449, 1160)
right-column (1202, 99, 1574, 2314)
article-body: Ο ὑπουργὸς τῶν Οἰκονομικῶν κ. Παπαγιάννης ἀπεκλείσε χθὲς τὴν αὔξησιν τοῦ ὀρίου συνθετικοῦ φόρου, διότι θὰ ἐβάρυνεν τὰς τάξεις τῶν μισθωτῶν καὶ τῶν ἐπαγγελματιῶν. Κατὰ τὴν χθεσινὴν συνεδρίασιν ἐξητάσθησαν αἱ διατάξεις τοῦ νομοσχεδίου, αἱ ὁποῖαι ἀφοροῦν τὴν φορολογίαν τῶν εἰσοδημάτων καὶ τὴν ἀπλοποίησιν τῶν διαδικασιῶν, ἐνῷ ἀνεκοινώθη ὅτι θὰ ληφθοῦν μέτρα διὰ τὴν ἀνακούφισιν τῶν μικρῶν φορολογουμένων καὶ τὴν ἐνίσχυσιν τῆς παραγωγῆς. (461, 563, 1190, 603)
article-body: Ο ὑπουργὸς τῶν Οἰκονομικῶν κ. Παπαγιάννης ἀπεκλείσε χθὲς τὴν αὔξησιν τοῦ ὀρίου συνθετικοῦ φόρου, διότι θὰ ἐβάρυνεν τὰς τάξεις τῶν μισθωτῶν καὶ τῶν ἐπαγγελματιῶν. Κατὰ τὴν χθεσινὴν συνεδρίασιν ἐξητάσθησαν αἱ διατάξεις τοῦ νομοσχεδίου, αἱ ὁποῖαι ἀφοροῦν τὴν φορολογίαν τῶν εἰσοδημάτων καὶ τὴν ἀπλοποίησιν τῶν διαδικασιῶν, ἐνῷ ἀνεκοινώθη ὅτι θὰ ληφθοῦν μέτρα διὰ τὴν ἀνακούφισιν τῶν μικρῶν φορολογουμένων καὶ τὴν ἐνίσχυσιν τῆς παραγωγῆς. (1001, 1103, 1190, 1221)
article-body: Ο ὑπουργὸς τῶν Οἰκονομικῶν κ. Παπαγιάννης ἀπεκλείσε χθὲς τὴν αὔξησιν τοῦ ὀρίου συνθετικοῦ φόρου, διότι θὰ ἐβάρυνεν τὰς τάξεις τῶν μισθωτῶν καὶ τῶν ἐπαγγελματιῶν. Κατὰ τὴν χθεσινὴν συνεδρίασιν ἐξητάσθησαν αἱ διατάξεις τοῦ νομοσχεδίου, αἱ ὁποῖαι ἀφοροῦν τὴν φορολογίαν τῶν εἰσοδημάτων καὶ τὴν ἀπλοποίησιν τῶν διαδικασιῶν, ἐνῷ ἀνεκοινώθη ὅτι θὰ ληφθοῦν μέτρα διὰ τὴν ἀνακούφισιν τῶν μικρῶν φορολογουμένων καὶ τὴν ἐνίσχυσιν τῆς παραγωγῆς. (1202, 492, 1574, 563)
article-body: Ο ὑπουργὸς τῶν Οἰκονομικῶν κ. Παπαγιάννης ἀπεκλείσε χθὲς τὴν αὔξησιν τοῦ ὀρίου συνθετικοῦ φόρου, διότι θὰ ἐβάρυνεν τὰς τάξεις τῶν μισθωτῶν καὶ τῶν ἐπαγγελματιῶν. Κατὰ τὴν χθεσινὴν συνεδρίασιν ἐξητάσθησαν αἱ διατάξεις τοῦ νομοσχεδίου, αἱ ὁποῖαι ἀφοροῦν τὴν φορολογίαν τῶν εἰσοδημάτων καὶ τὴν ἀπλοποίησιν τῶν διαδικασιῶν, ἐνῷ ἀνεκοινώθη ὅτι θὰ ληφθοῦν μέτρα διὰ τὴν ἀνακούφισιν τῶν μικρῶν φορολογουμένων καὶ τὴν ἐνίσχυσιν τῆς παραγωγῆς. (461, 1453, 688, 1552)
article-body: Ο ὑπουργὸς τῶν Οἰκονομικῶν κ. Παπαγιάννης ἀπεκλείσε χθὲς τὴν αὔξησιν τοῦ ὀρίου συνθετικοῦ φόρου, διότι θὰ ἐβάρυνεν τὰς τάξεις τῶν μισθωτῶν καὶ τῶν ἐπαγγελματιῶν. Κατὰ τὴν χθεσινὴν συνεδρίασιν ἐξητάσθησαν αἱ διατάξεις τοῦ νομοσχεδίου, αἱ ὁποῖαι ἀφοροῦν τὴν φορολογίαν τῶν εἰσοδημάτων καὶ τὴν ἀπλοποίησιν τῶν διαδικασιῶν, ἐνῷ ἀνεκοινώθη ὅτι θὰ ληφθοῦν μέτρα διὰ τὴν ἀνακούφισιν τῶν μικρῶν φορολογουμένων καὶ τὴν ἐνίσχυσιν τῆς παραγωγῆς. (1202, 1014, 1574, 1084)
subheadline: ΟΙ ΕΠΑΓΓΕΛΜΑΤΙΑΙ ΡΕΘΥΜΝΗΣ ΖΗΤΟΥΝ ΑΝΑΣΤΟΛΗΝ ΤΩΝ ΧΡΕΩΝ (1202, 1208, 1384, 1251)
article-body: Ο ὑπουργὸς τῶν Οἰκονομικῶν κ. Παπαγιάννης ἀπεκλείσε χθὲς τὴν αὔξησιν τοῦ ὀρίου συνθετικοῦ φόρου, διότι θὰ ἐβάρυνεν τὰς τάξεις τῶν μισθωτῶν καὶ τῶν ἐπαγγελματιῶν. Κατὰ τὴν χθεσινὴν συνεδρίασιν ἐξητάσθησαν αἱ διατάξεις τοῦ νομοσχεδίου, αἱ ὁποῖαι ἀφοροῦν τὴν φορολογίαν τῶν εἰσοδημάτων καὶ τὴν ἀπλοποίησιν τῶν διαδικασιῶν, ἐνῷ ἀνεκοινώθη ὅτι θὰ ληφθοῦν μέτρα διὰ τὴν ἀνακούφισιν τῶν μικρῶν φορολογουμένων καὶ τὴν ἐνίσχυσιν τῆς παραγωγῆς. (696, 1277, 1190, 1327)
subheadline: ΤΑ ΠΑΝΟΠΑΙΔΑ (1248, 1533, 1339, 1548)
subheadline: ΘΥΜΑ ΕΛΚΥΣΤΡΕΩΣ (884, 1652, 1003, 1666)
table-row: 1890 14.700— Ἐμπ. 215.000 (9, 1172, 449, 1184)
subheadline: Ο ΚΑΙΡΟΣ (915, 1406, 972, 1421)
article-body: Ο ὑπουργὸς τῶν Οἰκονομικῶν κ. Παπαγιάννης ἀπεκλείσε χθὲς τὴν αὔξησιν τοῦ ὀρίου συνθετικοῦ φόρου, διότι θὰ ἐβάρυνεν τὰς τάξεις τῶν μισθωτῶν καὶ τῶν ἐπαγγελματιῶν. Κατὰ τὴν χθεσινὴν συνεδρίασιν ἐξητάσθησαν αἱ διατάξεις τοῦ νομοσχεδίου, αἱ ὁποῖαι ἀφοροῦν τὴν φορολογίαν τῶν εἰσοδημάτων καὶ τὴν ἀπλοποίησιν τῶν διαδικασιῶν, ἐνῷ ἀνεκοινώθη ὅτι θὰ ληφθοῦν μέτρα διὰ τὴν ἀνακούφισιν τῶν μικρῶν φορολογουμένων καὶ τὴν ἐνίσχυσιν τῆς παραγωγῆς. (1202, 613, 1574, 682)
subheadline: ΤΡΟΧΙΟΔΡΟΜΟΙ ΤΗΣ ΘΕΣΣΑΛΟΝΙΚΗΣ (467, 1165, 682, 1180)
headline: ΑΙ ΤΟΥΡΚΙΚΑΙ ΑΡΧΑΙ ΣΥΝΕΛΑΒΟΝ ΤΟ ΜΕΤΑΦΕΡΟΝ ΤΟΥΣ ΕΠΙΒΑΤΑΣ ΤΟΥ ΚΑΤΑΠΕΣΟΝΤΟΣ ΓΑΛΛΙΚΟΥ ΑΕΡΟΣΚΑΦΟΥΣ ΕΛΛΗΝΙΚΟΝ ΚΡΑΤΙΚΟΝ ΠΛΟΙΟΝ (1218, 249, 1558, 289)
subheadline: Ο ΥΠΟΥΡΓΟΣ ΟΙΚΟΝΟΜΙΚΩΝ ΑΠΕΚΛΕΙΣΕΝ ΑΥΞΗΣΙΝ ΤΟΥ ΚΑΤΩΤΑΤΟΥ ΟΡΙΟΥ ΤΟΥ ΣΥΝΘΕΤΙΚΟΥ ΦΟΡΟΥ (8, 164, 391, 195)
article-body: Ο ὑπουργὸς τῶν Οἰκονομικῶν κ. Παπαγιάννης ἀπεκλείσε χθὲς τὴν αὔξησιν τοῦ ὀρίου συνθετικοῦ φόρου, διότι θὰ ἐβάρυνεν τὰς τάξεις τῶν μισθωτῶν καὶ τῶν ἐπαγγελματιῶν. Κατὰ τὴν χθεσινὴν συνεδρίασιν ἐξητάσθησαν αἱ διατάξεις τοῦ νομοσχεδίου, αἱ ὁποῖαι ἀφοροῦν τὴν φορολογίαν τῶν εἰσοδημάτων καὶ τὴν ἀπλοποίησιν τῶν διαδικασιῶν, ἐνῷ ἀνεκοινώθη ὅτι θὰ ληφθοῦν μέτρα διὰ τὴν ἀνακούφισιν τῶν μικρῶν φορολογουμένων καὶ τὴν ἐνίσχυσιν τῆς παραγωγῆς. (8, 546, 449, 605)
subheadline: Η ΑΜΕΡΙΚΑΝΙΚΗ ΑΝΤΙΔΡΑΣΙΣ (742, 546, 910, 561)
center-column (461, 99, 1190, 2314)
article-body: Ο ὑπουργὸς τῶν Οἰκονομικῶν κ. Παπαγιάννης ἀπεκλείσε χθὲς τὴν αὔξησιν τοῦ ὀρίου συνθετικοῦ φόρου, διότι θὰ ἐβάρυνεν τὰς τάξεις τῶν μισθωτῶν καὶ τῶν ἐπαγγελματιῶν. Κατὰ τὴν χθεσινὴν συνεδρίασιν ἐξητάσθησαν αἱ διατάξεις τοῦ νομοσχεδίου, αἱ ὁποῖαι ἀφοροῦν τὴν φορολογίαν τῶν εἰσοδημάτων καὶ τὴν ἀπλοποίησιν τῶν διαδικασιῶν, ἐνῷ ἀνεκοινώθη ὅτι θὰ ληφθοῦν μέτρα διὰ τὴν ἀνακούφισιν τῶν μικρῶν φορολογουμένων καὶ τὴν ἐνίσχυσιν τῆς παραγωγῆς. (696, 1423, 1190, 1473)
article-body: Ο ὑπουργὸς τῶν Οἰκονομικῶν κ. Παπαγιάννης ἀπεκλείσε χθὲς τὴν αὔξησιν τοῦ ὀρίου συνθετικοῦ φόρου, διότι θὰ ἐβάρυνεν τὰς τάξεις τῶν μισθωτῶν καὶ τῶν ἐπαγγελματιῶν. Κατὰ τὴν χθεσινὴν συνεδρίασιν ἐξητάσθησαν αἱ διατάξεις τοῦ νομοσχεδίου, αἱ ὁποῖαι ἀφοροῦν τὴν φορολογίαν τῶν εἰσοδημάτων καὶ τὴν ἀπλοποίησιν τῶν διαδικασιῶν, ἐνῷ ἀνεκοινώθη ὅτι θὰ ληφθοῦν μέτρα διὰ τὴν ἀνακούφισιν τῶν μικρῶν φορολογουμένων καὶ τὴν ἐνίσχυσιν τῆς παραγωγῆς. (1202, 811, 1574, 881)
table-row: 1925 115.000— Ἀεριόφ. 850.000 (9, 1207, 449, 1219)
subheadline: ΝΕΟΝ ΣΥΜΒΟΥΛΙΟΝ ΑΡΤΕΡΓΑΤΩΝ ΧΑΛΚΙΔΟΣ (476, 1422, 673, 1451)
article-body: Ο ὑπουργὸς τῶν Οἰκονομικῶν κ. Παπαγιάννης ἀπεκλείσε χθὲς τὴν αὔξησιν τοῦ ὀρίου συνθετικοῦ φόρου, διότι θὰ ἐβάρυνεν τὰς τάξεις τῶν μισθωτῶν καὶ τῶν ἐπαγγελματιῶν. Κατὰ τὴν χθεσινὴν συνεδρίασιν ἐξητάσθησαν αἱ διατάξεις τοῦ νομοσχεδίου, αἱ ὁποῖαι ἀφοροῦν τὴν φορολογίαν τῶν εἰσοδημάτων καὶ τὴν ἀπλοποίησιν τῶν διαδικασιῶν, ἐνῷ ἀνεκοινώθη ὅτι θὰ ληφθοῦν μέτρα διὰ τὴν ἀνακούφισιν τῶν μικρῶν φορολογουμένων καὶ τὴν ἐνίσχυσιν τῆς παραγωγῆς. (8, 315, 449, 376)
headline: Η ΙΔΕΑ ΤΗΣ ΙΔΡΥΣΕΩΣ «ΑΡΙΣΤΕΡΑΣ ΠΤΕΡΥΓΟΣ» ΦΙΛΕΛΕΥΘΕΡΩΝ ΠΡΟΚΑΛΕΙ ΖΩΗΡΑΣ ΑΝΤΙΡΡΗΣΕΙΣ ΚΑΙ ΔΥΣΦΟΡΙΑΝ ΕΝΤΟΣ ΤΩΝ ΚΟΛΠΩΝ ΤΟΥ ΚΟΜΜΑΤΟΣ (8, 268, 446, 314)
subheadline: Ο ΝΙΚΗΤΑ ΚΡΟΥΣΕΦ (766, 339, 885, 354)
article-body: Ο ὑπουργὸς τῶν Οἰκονομικῶν κ. Παπαγιάννης ἀπεκλείσε χθὲς τὴν αὔξησιν τοῦ ὀρίου συνθετικοῦ φόρου, διότι θὰ ἐβάρυνεν τὰς τάξεις τῶν μισθωτῶν καὶ τῶν ἐπαγγελματιῶν. Κατὰ τὴν χθεσινὴν συνεδρίασιν ἐξητάσθησαν αἱ διατάξεις τοῦ νομοσχεδίου, αἱ ὁποῖαι ἀφοροῦν τὴν φορολογίαν τῶν εἰσοδημάτων καὶ τὴν ἀπλοποίησιν τῶν διαδικασιῶν, ἐνῷ ἀνεκοινώθη ὅτι θὰ ληφθοῦν μέτρα διὰ τὴν ἀνακούφισιν τῶν μικρῶν φορολογουμένων καὶ τὴν ἐνίσχυσιν τῆς παραγωγῆς. (461, 248, 1190, 289)
subheadline: ΥΠΕΓΡΑΦΗ ΧΘΕΣ ΤΟ ΣΧΕΤΙΚΟΝ ΠΡΩΤΟΚΟΛΛΟΝ (1202, 131, 1528, 147)
table-row: 1881—84 87.000— Ἀθν. 715.000 (9, 1160, 449, 1172)
table-header: ΔΑΝΕΙΑ (9, 1136, 149, 1148)
article-body: Ο ὑπουργὸς τῶν Οἰκονομικῶν κ. Παπαγιάννης ἀπεκλείσε χθὲς τὴν αὔξησιν τοῦ ὀρίου συνθετικοῦ φόρου, διότι θὰ ἐβάρυνεν τὰς τάξεις τῶν μισθωτῶν καὶ τῶν ἐπαγγελματιῶν. Κατὰ τὴν χθεσινὴν συνεδρίασιν ἐξητάσθησαν αἱ διατάξεις τοῦ νομοσχεδίου, αἱ ὁποῖαι ἀφοροῦν τὴν φορολογίαν τῶν εἰσοδημάτων καὶ τὴν ἀπλοποίησιν τῶν διαδικασιῶν, ἐνῷ ἀνεκοινώθη ὅτι θὰ ληφθοῦν μέτρα διὰ τὴν ἀνακούφισιν τῶν μικρῶν φορολογουμένων καὶ τὴν ἐνίσχυσιν τῆς παραγωγῆς. (1202, 1408, 1384, 1527)
article-body: Ο ὑπουργὸς τῶν Οἰκονομικῶν κ. Παπαγιάννης ἀπεκλείσε χθὲς τὴν αὔξησιν τοῦ ὀρίου συνθετικοῦ φόρου, διότι θὰ ἐβάρυνεν τὰς τάξεις τῶν μισθωτῶν καὶ τῶν ἐπαγγελματιῶν. Κατὰ τὴν χθεσινὴν συνεδρίασιν ἐξητάσθησαν αἱ διατάξεις τοῦ νομοσχεδίου, αἱ ὁποῖαι ἀφοροῦν τὴν φορολογίαν τῶν εἰσοδημάτων καὶ τὴν ἀπλοποίησιν τῶν διαδικασιῶν, ἐνῷ ἀνεκοινώθη ὅτι θὰ ληφθοῦν μέτρα διὰ τὴν ἀνακούφισιν τῶν μικρῶν φορολογουμένων καὶ τὴν ἐνίσχυσιν τῆς παραγωγῆς. (8, 735, 449, 794)
table-header: ΤΡΑΠΕΖΑΙ (241, 1136, 356, 1148)
column-divider (1196, 99, 1197, 2314)
table-header-row (9, 1136, 449, 1148)
headline: Ο Κ. ΣΤΕΡΓΙΟΠΟΥΛΟΣ ΠΑΡΗΤΗΘΗ ΧΘΕΣ ΤΗΣ ΠΡΟΕΔΡΙΑΣ ΤΟΥ ΟΤΕ ΔΙΟΤΙ ΔΙΕΦΩΝΗΣΕΝ ΜΕ ΤΟΝ Κ. ΚΑΡΑΘΟΔΩΡΟΝ ΚΑΙ ΕΘΙΞΗ ΑΠΟ ΕΓΓΡΑΦΟΝ ΤΟΥ Κ. ΠΡΩΘΥΠΟΥΡΓΟΥ (699, 738, 990, 790)
subheadline: Η ΕΝΤΥΠΩΣΙΣ ΕΙΣ ΑΓΓΛΙΑΝ ΚΑΙ ΓΑΛΛΙΑΝ (710, 609, 941, 624)
article-body: Ο ὑπουργὸς τῶν Οἰκονομικῶν κ. Παπαγιάννης ἀπεκλείσε χθὲς τὴν αὔξησιν τοῦ ὀρίου συνθετικοῦ φόρου, διότι θὰ ἐβάρυνεν τὰς τάξεις τῶν μισθωτῶν καὶ τῶν ἐπαγγελματιῶν. Κατὰ τὴν χθεσινὴν συνεδρίασιν ἐξητάσθησαν αἱ διατάξεις τοῦ νομοσχεδίου, αἱ ὁποῖαι ἀφοροῦν τὴν φορολογίαν τῶν εἰσοδημάτων καὶ τὴν ἀπλοποίησιν τῶν διαδικασιῶν, ἐνῷ ἀνεκοινώθη ὅτι θὰ ληφθοῦν μέτρα διὰ τὴν ἀνακούφισιν τῶν μικρῶν φορολογουμένων καὶ τὴν ἐνίσχυσιν τῆς παραγωγῆς. (8, 1318, 449, 1379)
article-body: Ο ὑπουργὸς τῶν Οἰκονομικῶν κ. Παπαγιάννης ἀπεκλείσε χθὲς τὴν αὔξησιν τοῦ ὀρίου συνθετικοῦ φόρου, διότι θὰ ἐβάρυνεν τὰς τάξεις τῶν μισθωτῶν καὶ τῶν ἐπαγγελματιῶν. Κατὰ τὴν χθεσινὴν συνεδρίασιν ἐξητάσθησαν αἱ διατάξεις τοῦ νομοσχεδίου, αἱ ὁποῖαι ἀφοροῦν τὴν φορολογίαν τῶν εἰσοδημάτων καὶ τὴν ἀπλοποίησιν τῶν διαδικασιῶν, ἐνῷ ἀνεκοινώθη ὅτι θὰ ληφθοῦν μέτρα διὰ τὴν ἀνακούφισιν τῶν μικρῶν φορολογουμένων καὶ τὴν ἐνίσχυσιν τῆς παραγωγῆς. (1392, 1408, 1574, 1527)
masthead-date-address: ΠΕΜΠΤΗ 6 ΑΥΓΟΥΣΤΟΥ 1953ΓΡΑΦΕΙΑ: ΟΔΟΣ ΚΑΡΑΓΕΩΡΓΗ ΣΕΡΒΙΑΣ 4. (8, 38, 359, 48)
headline: ΘΑ ΛΗΦΘΟΥΝ ΟΡΙΣΤΙΚΑΙ ΑΠΟΦΑΣΕΙΣ ΔΙΑ ΤΗΝ ΤΥΧΗΝ ΤΩΝ ΕΛΛΗΝΩΝ ΣΠΟΥΔΑΣΤΩΝ ΤΟΥ ΕΞΩΤΕΡΙΚΟΥ (8, 617, 409, 645)
subheadline: ΟΥΔΕΜΙΑ ΣΥΖΗΤΗΣΙΣ ΔΙΑ ΤΟΝ ΜΠΕΡΙΑ (930, 230, 1190, 246)
article-body: Ο ὑπουργὸς τῶν Οἰκονομικῶν κ. Παπαγιάννης ἀπεκλείσε χθὲς τὴν αὔξησιν τοῦ ὀρίου συνθετικοῦ φόρου, διότι θὰ ἐβάρυνεν τὰς τάξεις τῶν μισθωτῶν καὶ τῶν ἐπαγγελματιῶν. Κατὰ τὴν χθεσινὴν συνεδρίασιν ἐξητάσθησαν αἱ διατάξεις τοῦ νομοσχεδίου, αἱ ὁποῖαι ἀφοροῦν τὴν φορολογίαν τῶν εἰσοδημάτων καὶ τὴν ἀπλοποίησιν τῶν διαδικασιῶν, ἐνῷ ἀνεκοινώθη ὅτι θὰ ληφθοῦν μέτρα διὰ τὴν ἀνακούφισιν τῶν μικρῶν φορολογουμένων καὶ τὴν ἐνίσχυσιν τῆς παραγωγῆς. (461, 789, 688, 888)
masthead-phones: ΤΗΛΕΦΩΝΑ: ΓΡΑΦΕΙΩΝ: 31.310, 26.324.—ΤΥΠΟΓΡΑΦΕΙΑ: ΑΝΑΞΑΓΟΡΑ 5. ΤΗΛΕΦ. 26.343 (1153, 38, 1574, 48)
article-body: Ο ὑπουργὸς τῶν Οἰκονομικῶν κ. Παπαγιάννης ἀπεκλείσε χθὲς τὴν αὔξησιν τοῦ ὀρίου συνθετικοῦ φόρου, διότι θὰ ἐβάρυνεν τὰς τάξεις τῶν μισθωτῶν καὶ τῶν ἐπαγγελματιῶν. Κατὰ τὴν χθεσινὴν συνεδρίασιν ἐξητάσθησαν αἱ διατάξεις τοῦ νομοσχεδίου, αἱ ὁποῖαι ἀφοροῦν τὴν φορολογίαν τῶν εἰσοδημάτων καὶ τὴν ἀπλοποίησιν τῶν διαδικασιῶν, ἐνῷ ἀνεκοινώθη ὅτι θὰ ληφθοῦν μέτρα διὰ τὴν ἀνακούφισιν τῶν μικρῶν φορολογουμένων καὶ τὴν ἐνίσχυσιν τῆς παραγωγῆς. (1001, 779, 1190, 898)
byline: Ρ. ΚΑΡΑΒΙΑΣ (1358, 780, 1419, 791)
